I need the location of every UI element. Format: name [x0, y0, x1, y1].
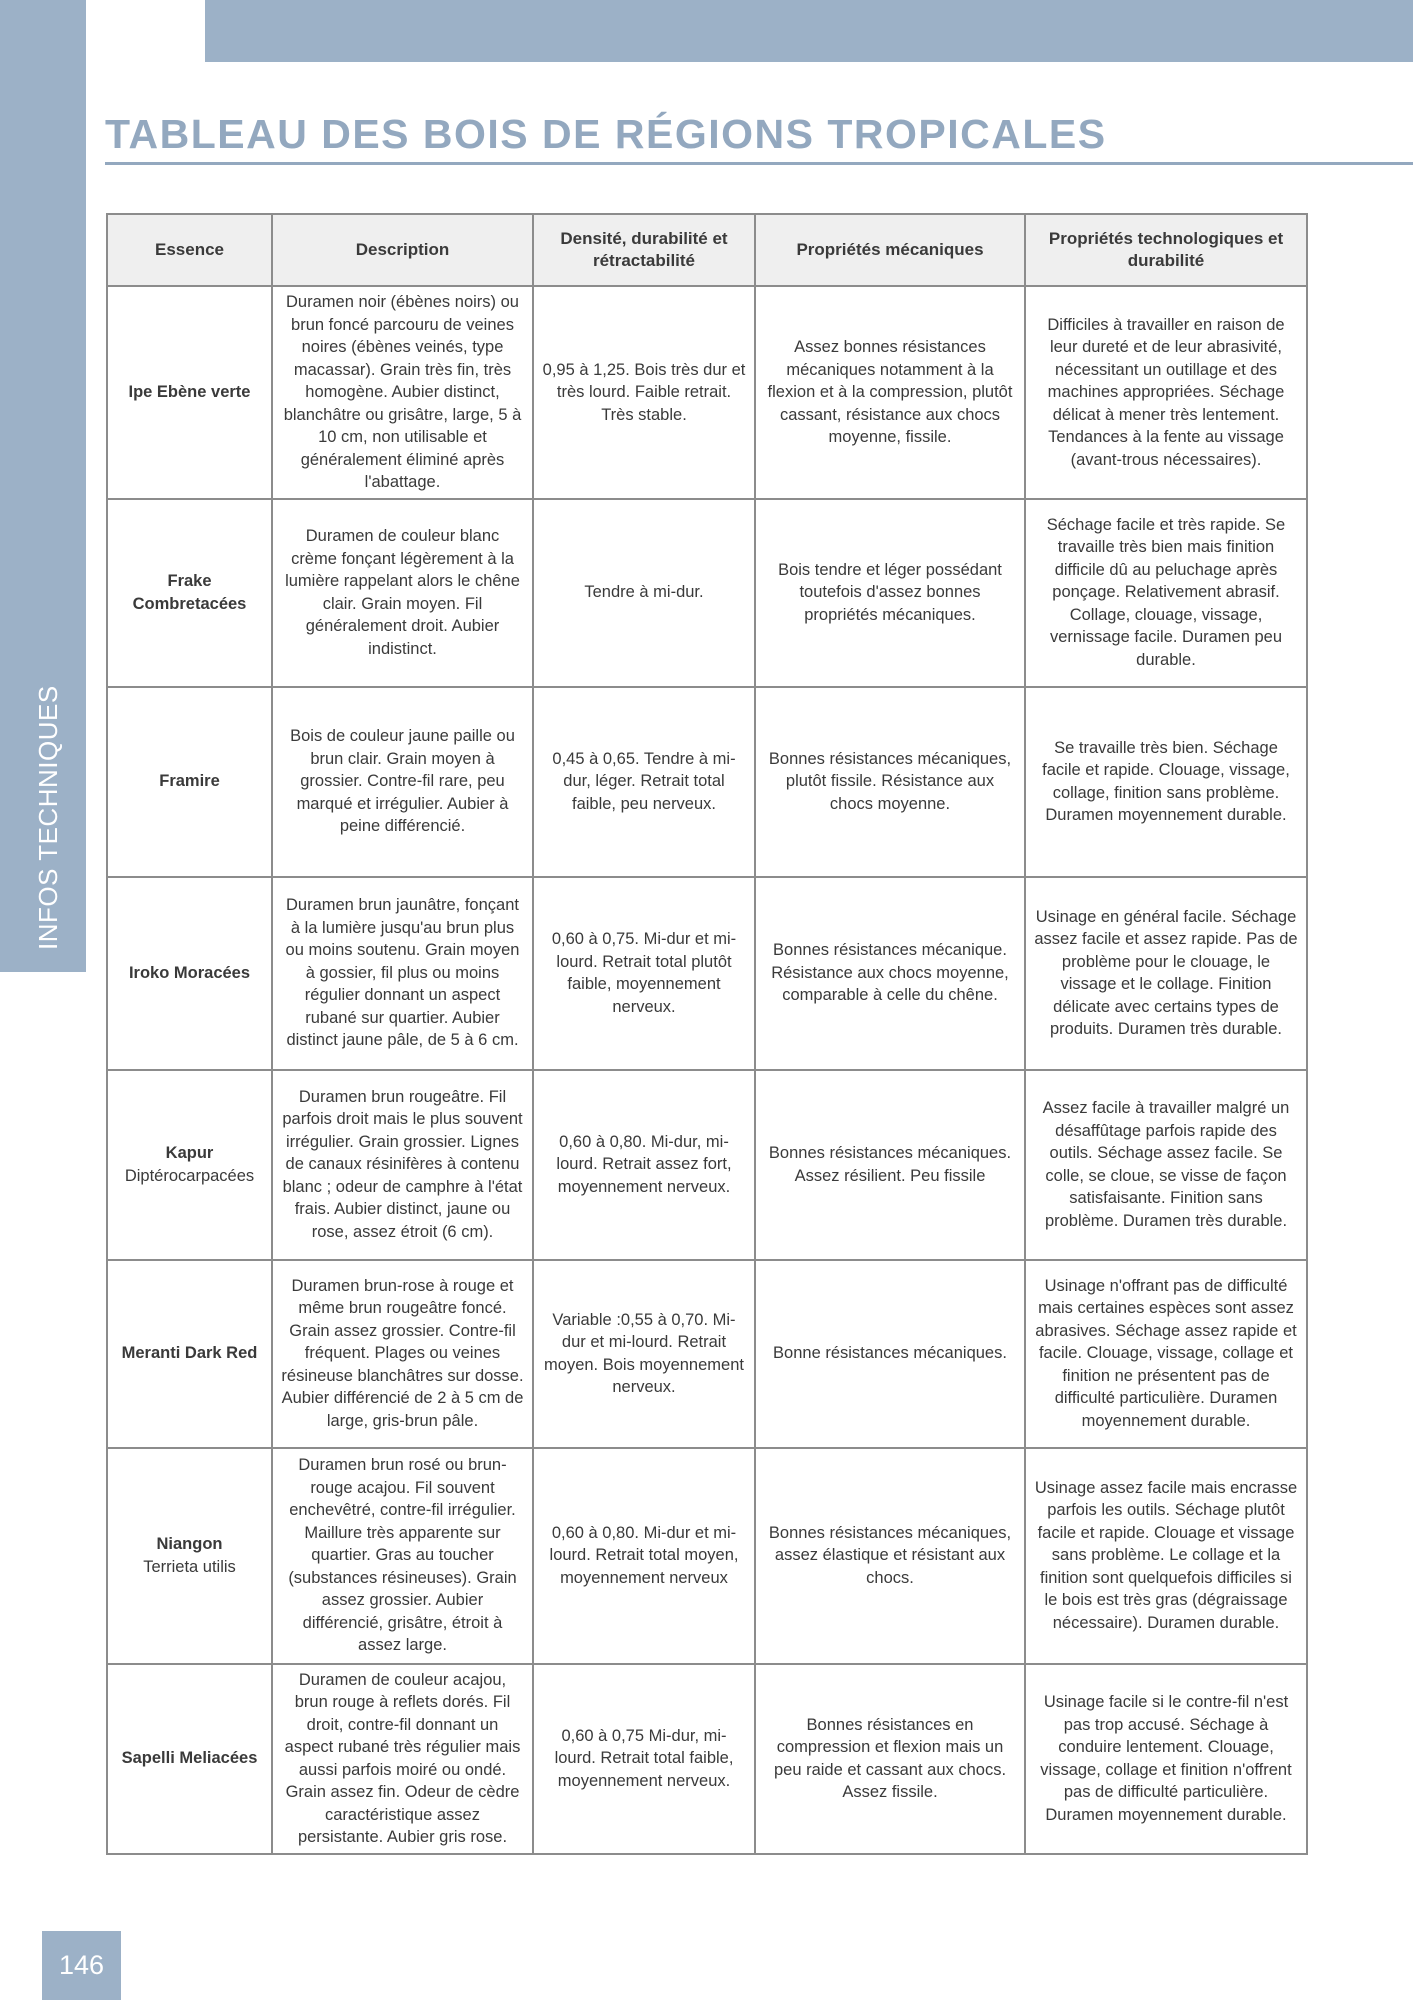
cell-description: Bois de couleur jaune paille ou brun clair. Grain moyen à grossier. Contre-fil rare, peu marqué et irrégulier. Aubier à peine différencié.	[272, 687, 533, 877]
cell-mecaniques: Bonne résistances mécaniques.	[755, 1260, 1025, 1448]
cell-essence	[107, 1448, 272, 1664]
essence-family: Diptérocarpacées	[124, 1166, 255, 1185]
essence-name: Framire	[159, 772, 220, 791]
cell-description: Duramen de couleur blanc crème fonçant légèrement à la lumière rappelant alors le chêne clair. Grain moyen. Fil généralement droit. Aubier indistinct.	[272, 499, 533, 687]
cell-essence	[107, 1260, 272, 1448]
cell-mecaniques: Bonnes résistances mécaniques. Assez résilient. Peu fissile	[755, 1070, 1025, 1260]
essence-name: Sapelli Meliacées	[121, 1749, 258, 1768]
header-description: Description	[272, 214, 533, 286]
cell-densite: 0,60 à 0,75 Mi-dur, mi-lourd. Retrait total faible, moyennement nerveux.	[533, 1664, 755, 1854]
cell-technologiques: Usinage en général facile. Séchage assez facile et assez rapide. Pas de problème pour le clouage, le vissage et le collage. Finition délicate avec certains types de produits. Duramen très durable.	[1025, 877, 1307, 1070]
cell-densite: 0,45 à 0,65. Tendre à mi-dur, léger. Retrait total faible, peu nerveux.	[533, 687, 755, 877]
cell-technologiques: Difficiles à travailler en raison de leur dureté et de leur abrasivité, nécessitant un outillage et des machines appropriées. Séchage délicat à mener très lentement. Tendances à la fente au vissage (avant-trous nécessaires).	[1025, 286, 1307, 499]
essence-name: Iroko Moracées	[128, 963, 251, 982]
cell-densite: 0,95 à 1,25. Bois très dur et très lourd. Faible retrait. Très stable.	[533, 286, 755, 499]
cell-description: Duramen brun jaunâtre, fonçant à la lumière jusqu'au brun plus ou moins soutenu. Grain moyen à gossier, fil plus ou moins régulier donnant un aspect rubané sur quartier. Aubier distinct jaune pâle, de 5 à 6 cm.	[272, 877, 533, 1070]
table-header-row	[107, 214, 1307, 286]
cell-essence	[107, 1664, 272, 1854]
table-row	[107, 499, 1307, 687]
cell-essence	[107, 286, 272, 499]
header-essence: Essence	[107, 214, 272, 286]
cell-mecaniques: Bois tendre et léger possédant toutefois d'assez bonnes propriétés mécaniques.	[755, 499, 1025, 687]
cell-description: Duramen noir (ébènes noirs) ou brun foncé parcouru de veines noires (ébènes veinés, type macassar). Grain très fin, très homogène. Aubier distinct, blanchâtre ou grisâtre, large, 5 à 10 cm, non utilisable et généralement éliminé après l'abattage.	[272, 286, 533, 499]
cell-essence	[107, 687, 272, 877]
cell-technologiques: Usinage n'offrant pas de difficulté mais certaines espèces sont assez abrasives. Séchage assez rapide et facile. Clouage, vissage, collage et finition ne présentent pas de difficulté particulière. Duramen moyennement durable.	[1025, 1260, 1307, 1448]
cell-description: Duramen brun rosé ou brun-rouge acajou. Fil souvent enchevêtré, contre-fil irrégulier. Maillure très apparente sur quartier. Gras au toucher (substances résineuses). Grain assez grossier. Aubier différencié, grisâtre, étroit à assez large.	[272, 1448, 533, 1664]
essence-name: Meranti Dark Red	[121, 1344, 258, 1363]
page-title: TABLEAU DES BOIS DE RÉGIONS TROPICALES	[105, 111, 1107, 157]
cell-densite: Variable :0,55 à 0,70. Mi-dur et mi-lourd. Retrait moyen. Bois moyennement nerveux.	[533, 1260, 755, 1448]
cell-essence	[107, 1070, 272, 1260]
cell-description: Duramen brun rougeâtre. Fil parfois droit mais le plus souvent irrégulier. Grain grossier. Lignes de canaux résinifères à contenu blanc ; odeur de camphre à l'état frais. Aubier distinct, jaune ou rose, assez étroit (6 cm).	[272, 1070, 533, 1260]
wood-table	[106, 213, 1308, 1855]
cell-densite: 0,60 à 0,75. Mi-dur et mi-lourd. Retrait total plutôt faible, moyennement nerveux.	[533, 877, 755, 1070]
header-densite: Densité, durabilité et rétractabilité	[533, 214, 755, 286]
table-row	[107, 877, 1307, 1070]
table-row	[107, 687, 1307, 877]
essence-name: Kapur	[165, 1144, 214, 1162]
cell-technologiques: Usinage assez facile mais encrasse parfois les outils. Séchage plutôt facile et rapide. Clouage et vissage sans problème. Le collage et la finition sont quelquefois difficiles si le bois est très gras (dégraissage nécessaire). Duramen durable.	[1025, 1448, 1307, 1664]
table-row	[107, 1448, 1307, 1664]
cell-technologiques: Se travaille très bien. Séchage facile et rapide. Clouage, vissage, collage, finition sans problème. Duramen moyennement durable.	[1025, 687, 1307, 877]
cell-description: Duramen de couleur acajou, brun rouge à reflets dorés. Fil droit, contre-fil donnant un aspect rubané très régulier mais aussi parfois moiré ou ondé. Grain assez fin. Odeur de cèdre caractéristique assez persistante. Aubier gris rose.	[272, 1664, 533, 1854]
cell-densite: Tendre à mi-dur.	[533, 499, 755, 687]
header-technologiques: Propriétés technologiques et durabilité	[1025, 214, 1307, 286]
top-band	[205, 0, 1413, 62]
cell-technologiques: Séchage facile et très rapide. Se travaille très bien mais finition difficile dû au peluchage après ponçage. Relativement abrasif. Collage, clouage, vissage, vernissage facile. Duramen peu durable.	[1025, 499, 1307, 687]
cell-technologiques: Assez facile à travailler malgré un désaffûtage parfois rapide des outils. Séchage assez facile. Se colle, se cloue, se visse de façon satisfaisante. Finition sans problème. Duramen très durable.	[1025, 1070, 1307, 1260]
cell-mecaniques: Bonnes résistances en compression et flexion mais un peu raide et cassant aux chocs. Assez fissile.	[755, 1664, 1025, 1854]
cell-mecaniques: Bonnes résistances mécaniques, assez élastique et résistant aux chocs.	[755, 1448, 1025, 1664]
cell-essence	[107, 499, 272, 687]
cell-mecaniques: Bonnes résistances mécaniques, plutôt fissile. Résistance aux chocs moyenne.	[755, 687, 1025, 877]
page-number: 146	[42, 1931, 121, 2000]
table-row	[107, 286, 1307, 499]
table-row	[107, 1070, 1307, 1260]
cell-essence	[107, 877, 272, 1070]
cell-mecaniques: Bonnes résistances mécanique. Résistance aux chocs moyenne, comparable à celle du chêne.	[755, 877, 1025, 1070]
table-row	[107, 1260, 1307, 1448]
cell-mecaniques: Assez bonnes résistances mécaniques notamment à la flexion et à la compression, plutôt cassant, résistance aux chocs moyenne, fissile.	[755, 286, 1025, 499]
cell-densite: 0,60 à 0,80. Mi-dur, mi-lourd. Retrait assez fort, moyennement nerveux.	[533, 1070, 755, 1260]
essence-family: Combretacées	[132, 594, 247, 613]
table-row	[107, 1664, 1307, 1854]
essence-name: Frake	[167, 572, 212, 590]
essence-name: Niangon	[156, 1535, 223, 1553]
essence-family: Terrieta utilis	[143, 1557, 236, 1576]
essence-name: Ipe Ebène verte	[128, 383, 251, 401]
cell-technologiques: Usinage facile si le contre-fil n'est pas trop accusé. Séchage à conduire lentement. Clouage, vissage, collage et finition n'offrent pas de difficulté particulière. Duramen moyennement durable.	[1025, 1664, 1307, 1854]
cell-densite: 0,60 à 0,80. Mi-dur et mi-lourd. Retrait total moyen, moyennement nerveux	[533, 1448, 755, 1664]
cell-description: Duramen brun-rose à rouge et même brun rougeâtre foncé. Grain assez grossier. Contre-fil fréquent. Plages ou veines résineuse blanchâtres sur dosse. Aubier différencié de 2 à 5 cm de large, gris-brun pâle.	[272, 1260, 533, 1448]
header-mecaniques: Propriétés mécaniques	[755, 214, 1025, 286]
title-underline	[105, 162, 1413, 165]
